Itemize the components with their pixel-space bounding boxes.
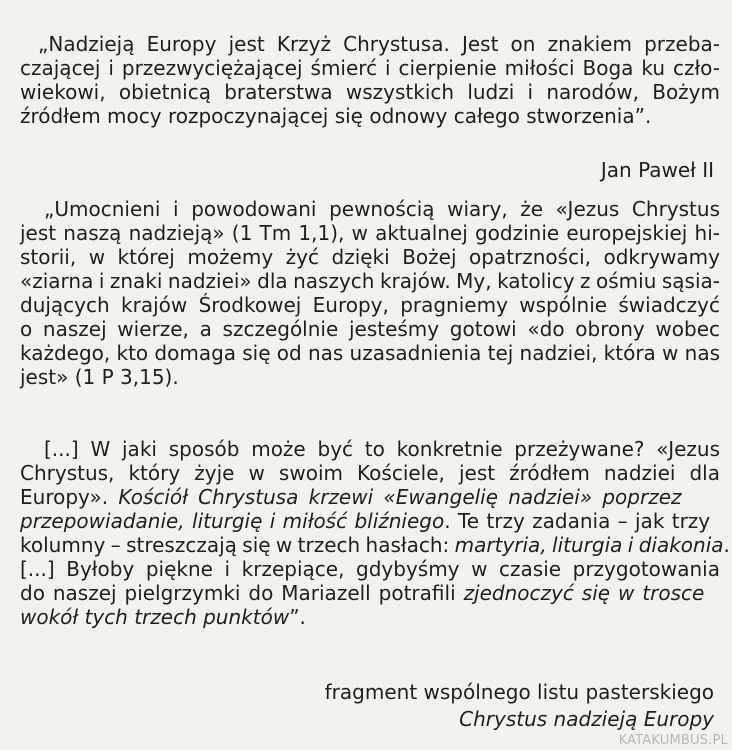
quote-author: Jan Paweł II [600,158,714,182]
letter-line: Chrystus, który żyje w swoim Kościele, jest źródłem nadziei dla [20,461,720,485]
letter-title: Chrystus nadzieją Europy [459,707,714,731]
letter-line: [...] Byłoby piękne i krzepiące, gdybyśmy w czasie przygotowania [20,557,720,581]
letter-line: każdego, kto domaga się od nas uzasadnienia tej nadziei, która w nas [20,341,721,365]
letter-text: . [723,533,730,557]
letter-italic-text: martyria, liturgia i diakonia [454,533,724,557]
letter-line: jest» (1 P 3,15). [20,365,179,389]
letter-line [20,605,720,629]
letter-line [20,533,730,557]
letter-line: jest naszą nadzieją» (1 Tm 1,1), w aktualnej godzinie europejskiej hi- [20,221,720,245]
letter-line: o naszej wierze, a szczególnie jesteśmy gotowi «do obrony wobec [20,317,720,341]
letter-paragraph-1 [20,197,720,389]
letter-line: [...] W jaki sposób może być to konkretnie przeżywane? «Jezus [44,437,720,461]
letter-text: do naszej pielgrzymki do Mariazell potrafili [20,581,464,605]
letter-line: „Umocnieni i powodowani pewnością wiary, że «Jezus Chrystus [44,197,720,221]
letter-line [20,581,720,605]
letter-italic-text: przepowiadanie, liturgię i miłość bliźniego [20,509,445,533]
watermark: KATAKUMBUS.PL [618,733,728,748]
letter-line: dujących krajów Środkowej Europy, pragniemy wspólnie świadczyć [20,293,720,317]
quote-line: czającej i przezwyciężającej śmierć i cierpienie miłości Boga ku czło- [20,56,720,80]
pope-quote [20,32,720,128]
quote-line: źródłem mocy rozpoczynającej się odnowy całego stworzenia”. [20,104,652,128]
letter-text: Europy». [20,485,119,509]
letter-text: . Te trzy zadania – jak trzy [444,509,711,533]
letter-line [20,509,720,533]
letter-text: kolumny – streszczają się w trzech hasłach: [20,533,455,557]
letter-line: «ziarna i znaki nadziei» dla naszych krajów. My, katolicy z ośmiu sąsia- [20,269,720,293]
letter-italic-text: wokół tych trzech punktów [20,605,290,629]
quote-line: „Nadzieją Europy jest Krzyż Chrystusa. Jest on znakiem przeba- [38,32,720,56]
letter-line: storii, w której możemy żyć dzięki Bożej opatrzności, odkrywamy [20,245,720,269]
letter-italic-text: zjednoczyć się w trosce [463,581,705,605]
letter-paragraph-2 [20,437,730,629]
quote-line: wiekowi, obietnicą braterstwa wszystkich ludzi i narodów, Bożym [20,80,720,104]
letter-italic-text: Kościół Chrystusa krzewi «Ewangelię nadziei» poprzez [118,485,682,509]
letter-line [20,485,720,509]
letter-text: ”. [289,605,306,629]
letter-source: fragment wspólnego listu pasterskiego [324,680,714,704]
